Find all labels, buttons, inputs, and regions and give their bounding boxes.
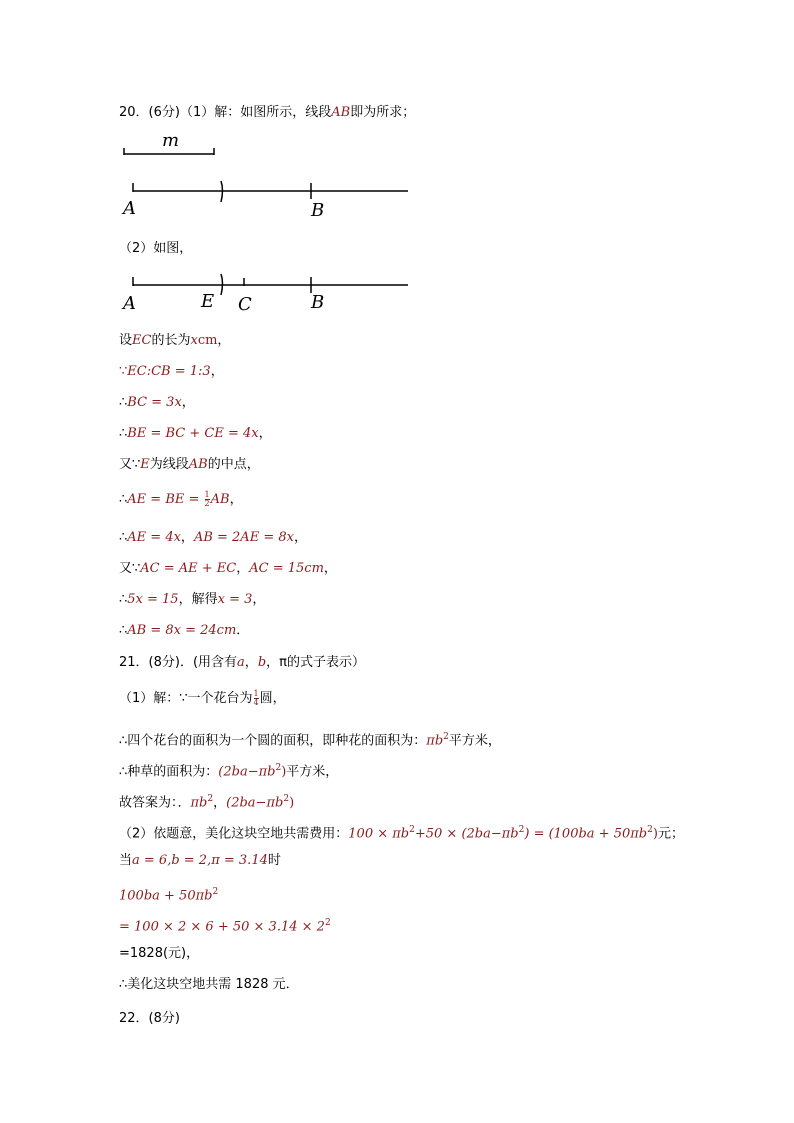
math: a = 6,b = 2,π = 3.14 — [132, 853, 268, 868]
text: 平方米， — [448, 733, 501, 749]
q20-line2 — [119, 363, 224, 381]
text: （1）解：∵一个花台为 — [119, 691, 253, 706]
symbol: ∴ — [119, 426, 128, 441]
text: 为线段 — [149, 457, 189, 472]
math: 100 × πb — [348, 826, 410, 842]
q20-line8 — [119, 560, 337, 578]
q21-p2 — [119, 728, 501, 750]
q20-part1-var: AB — [331, 105, 351, 120]
q21-p3 — [119, 759, 338, 781]
math: AE = 4x — [127, 530, 181, 545]
text: ， — [293, 530, 307, 545]
fig2-label-B: B — [311, 292, 325, 313]
math: +50 × (2ba−πb — [414, 826, 519, 842]
text: ， — [252, 592, 266, 607]
q20-line5 — [119, 456, 260, 474]
math: EC:CB = 1:3 — [127, 364, 211, 379]
math: EC — [132, 333, 152, 348]
q21-p9 — [119, 945, 199, 963]
math-sup: 2 — [647, 825, 653, 835]
q20-heading: 20．(6分) — [119, 105, 180, 120]
text: ， — [213, 795, 227, 811]
math: a — [237, 655, 245, 670]
frac-den: 4 — [253, 698, 259, 707]
q21-p7 — [119, 883, 218, 905]
fig1-label-A: A — [123, 198, 136, 219]
q21-p10 — [119, 976, 299, 994]
text: 圆， — [259, 691, 286, 706]
math: 5x = 15 — [127, 592, 179, 607]
q20-part1-end: 即为所求； — [350, 105, 416, 120]
math: x = 3 — [217, 592, 253, 607]
text: 元； — [657, 826, 684, 842]
math: AB = 8x = 24cm — [127, 623, 237, 638]
text: ， — [323, 561, 337, 576]
math: ) = (100ba + 50πb — [524, 826, 648, 842]
q20-line6 — [119, 491, 243, 509]
math: b — [257, 655, 267, 670]
symbol: ∴ — [119, 623, 128, 638]
math: πb — [426, 733, 444, 749]
q20-line7 — [119, 529, 307, 547]
math-sup: 2 — [283, 794, 290, 804]
q20-part2-line — [119, 240, 192, 258]
symbol: ∴ — [119, 395, 128, 410]
q20-line1 — [119, 332, 230, 350]
math-sup: 2 — [518, 825, 525, 835]
text: ∴四个花台的面积为一个圆的面积，即种花的面积为： — [119, 733, 427, 749]
math: = 100 × 2 × 6 + 50 × 3.14 × 2 — [119, 919, 325, 935]
text: 时 — [267, 853, 281, 868]
text: ， — [180, 530, 194, 545]
text: 故答案为：． — [119, 795, 191, 811]
text: （2）依题意，美化这块空地共需费用： — [119, 826, 349, 842]
text: 的长为 — [151, 333, 191, 348]
text: ∴美化这块空地共需 1828 元． — [119, 977, 299, 992]
math: πb — [190, 795, 208, 811]
math: ) — [652, 826, 658, 842]
q20-line9 — [119, 591, 265, 609]
text: ， — [236, 561, 250, 576]
q21-p6 — [119, 852, 281, 870]
figure-2 — [115, 270, 415, 320]
symbol: ∴ — [119, 492, 128, 507]
text: 设 — [119, 333, 133, 348]
math: AE = BE = — [127, 492, 204, 507]
math: (2ba−πb — [226, 795, 284, 811]
symbol: ∵ — [119, 364, 128, 379]
q20-line3 — [119, 394, 195, 412]
math-sup: 2 — [409, 825, 415, 835]
text: =1828(元)， — [119, 946, 200, 961]
frac-num: 1 — [253, 689, 259, 698]
math: cm — [197, 333, 218, 348]
text: ，π的式子表示） — [266, 655, 365, 670]
q21-p5 — [119, 821, 684, 843]
math: 100ba + 50πb — [119, 888, 213, 904]
fig2-label-A: A — [123, 293, 136, 314]
fraction-half — [205, 491, 210, 508]
text: 又∵ — [119, 561, 141, 576]
text: ， — [210, 364, 224, 379]
fig2-label-E: E — [201, 291, 215, 312]
math: BE = BC + CE = 4x — [127, 426, 259, 441]
q21-heading-line — [119, 654, 365, 672]
math: (2ba−πb — [218, 764, 276, 780]
math: BC = 3x — [127, 395, 182, 410]
math: AC = AE + EC — [140, 561, 237, 576]
text: 平方米， — [286, 764, 339, 780]
symbol: ∴ — [119, 592, 128, 607]
fig1-label-B: B — [311, 200, 325, 221]
math: E — [140, 457, 150, 472]
text: ， — [258, 426, 272, 441]
q20-line10 — [119, 622, 249, 640]
text: 又∵ — [119, 457, 141, 472]
text: 当 — [119, 853, 133, 868]
text: ， — [217, 333, 231, 348]
text: ， — [181, 395, 195, 410]
symbol: ∴ — [119, 530, 128, 545]
fig1-label-m: m — [162, 130, 180, 151]
text: 的中点， — [207, 457, 260, 472]
q21-p8 — [119, 914, 331, 936]
fig2-label-C: C — [238, 294, 252, 315]
figure-1 — [115, 128, 415, 223]
q20-line4 — [119, 425, 272, 443]
math-sup: 2 — [324, 918, 331, 928]
math: AB — [210, 492, 230, 507]
text: ， — [229, 492, 243, 507]
frac-num: 1 — [204, 490, 210, 499]
frac-den: 2 — [204, 499, 210, 508]
math-sup: 2 — [207, 794, 214, 804]
math: AB = 2AE = 8x — [193, 530, 294, 545]
text: ． — [236, 623, 250, 638]
q22-heading: 22．(8分) — [119, 1011, 180, 1026]
math: ) — [281, 764, 287, 780]
text: ， — [244, 655, 258, 670]
fraction-quarter — [254, 690, 259, 707]
q22-heading-line — [119, 1010, 180, 1028]
q21-p4 — [119, 790, 294, 812]
math: AC = 15cm — [249, 561, 324, 576]
q20-part2-text: （2）如图， — [119, 241, 193, 256]
math-sup: 2 — [275, 763, 282, 773]
q21-heading: 21．(8分)．(用含有 — [119, 655, 238, 670]
text: ，解得 — [178, 592, 218, 607]
text: ∴种草的面积为： — [119, 764, 219, 780]
math: x — [190, 333, 198, 348]
q21-p1 — [119, 690, 286, 708]
q20-part1-text: （1）解：如图所示，线段 — [179, 105, 332, 120]
q20-heading-line — [119, 104, 415, 122]
math: ) — [289, 795, 295, 811]
math-sup: 2 — [212, 887, 219, 897]
math: AB — [188, 457, 208, 472]
math-sup: 2 — [443, 732, 449, 742]
